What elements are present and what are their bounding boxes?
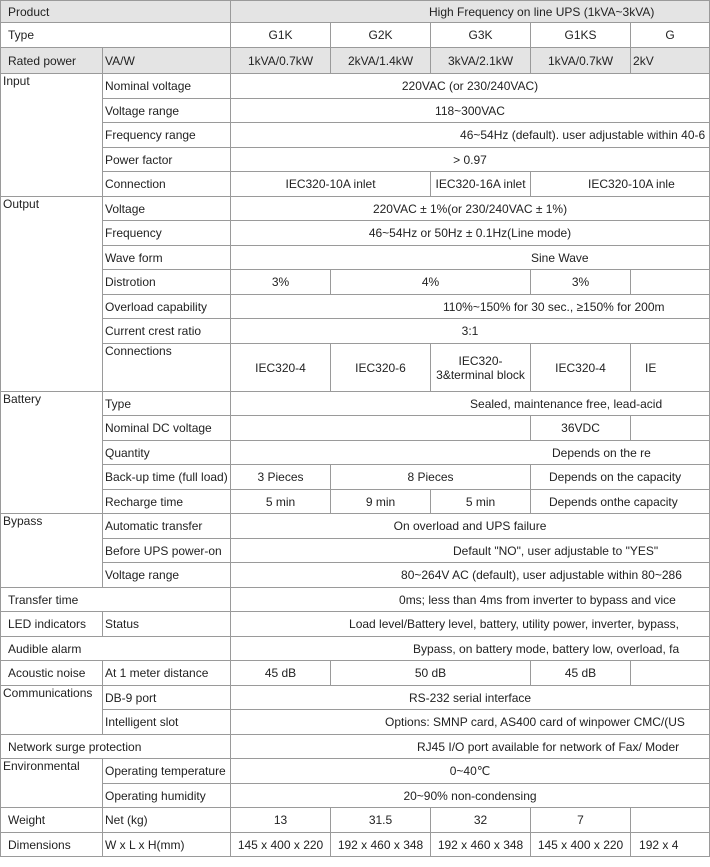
table-row	[1, 123, 710, 148]
table-row	[1, 197, 710, 221]
row-label: Connection	[103, 172, 231, 197]
environmental-section-label: Environmental	[1, 759, 103, 808]
table-row	[1, 784, 710, 808]
table-row	[1, 514, 710, 539]
table-cell: 32	[431, 808, 531, 833]
table-cell: IEC320-6	[331, 344, 431, 392]
table-cell: 46~54Hz or 50Hz ± 0.1Hz(Line mode)	[231, 221, 710, 246]
communications-section-label: Communications	[1, 686, 103, 735]
table-cell: Sine Wave	[231, 246, 710, 270]
table-cell: 80~264V AC (default), user adjustable within 80~286	[231, 563, 710, 588]
row-label: Transfer time	[1, 588, 231, 612]
table-cell: 46~54Hz (default). user adjustable within 40-6	[231, 123, 710, 148]
table-cell: Default "NO", user adjustable to "YES"	[231, 539, 710, 563]
table-row	[1, 392, 710, 416]
row-label: Quantity	[103, 441, 231, 465]
table-cell: 50 dB	[331, 661, 531, 686]
table-cell: Depends on the re	[231, 441, 710, 465]
table-row	[1, 661, 710, 686]
table-cell: IEC320-4	[231, 344, 331, 392]
row-label: Status	[103, 612, 231, 637]
table-row	[1, 148, 710, 172]
row-label: Nominal voltage	[103, 74, 231, 99]
table-row	[1, 295, 710, 319]
table-row	[1, 686, 710, 710]
table-cell: 2kV	[631, 48, 710, 74]
table-cell: 145 x 400 x 220	[531, 833, 631, 857]
row-label: Distrotion	[103, 270, 231, 295]
table-row	[1, 74, 710, 99]
row-label: Dimensions	[1, 833, 103, 857]
table-cell: Sealed, maintenance free, lead-acid	[231, 392, 710, 416]
row-label: Net (kg)	[103, 808, 231, 833]
table-cell: 20~90% non-condensing	[231, 784, 710, 808]
output-section-label: Output	[1, 197, 103, 392]
row-label: DB-9 port	[103, 686, 231, 710]
table-cell: 192 x 4	[631, 833, 710, 857]
row-label: Operating temperature	[103, 759, 231, 784]
table-cell: 192 x 460 x 348	[431, 833, 531, 857]
table-row	[1, 221, 710, 246]
table-row	[1, 588, 710, 612]
table-row	[1, 612, 710, 637]
cell-line: IEC320-	[458, 353, 503, 368]
input-section-label: Input	[1, 74, 103, 197]
row-label: LED indicators	[1, 612, 103, 637]
header-row	[1, 1, 710, 23]
model-g3k: G3K	[431, 23, 531, 48]
type-row	[1, 23, 710, 48]
table-cell: RJ45 I/O port available for network of Fax/ Moder	[231, 735, 710, 759]
table-cell: 0~40℃	[231, 759, 710, 784]
table-row	[1, 833, 710, 857]
table-cell	[631, 270, 710, 295]
row-label: Before UPS power-on	[103, 539, 231, 563]
model-g-partial: G	[631, 23, 710, 48]
row-label: Voltage	[103, 197, 231, 221]
table-cell: 45 dB	[531, 661, 631, 686]
table-cell: 1kVA/0.7kW	[231, 48, 331, 74]
table-cell: 110%~150% for 30 sec., ≥150% for 200m	[231, 295, 710, 319]
table-row	[1, 319, 710, 344]
row-label: Voltage range	[103, 99, 231, 123]
table-cell: 118~300VAC	[231, 99, 710, 123]
table-title: High Frequency on line UPS (1kVA~3kVA)	[231, 1, 710, 23]
row-label: Frequency	[103, 221, 231, 246]
bypass-section-label: Bypass	[1, 514, 103, 588]
table-row	[1, 441, 710, 465]
product-label: Product	[1, 1, 231, 23]
table-row	[1, 416, 710, 441]
table-cell: Load level/Battery level, battery, utility power, inverter, bypass,	[231, 612, 710, 637]
table-row	[1, 344, 710, 392]
table-row	[1, 172, 710, 197]
table-cell: 1kVA/0.7kW	[531, 48, 631, 74]
model-g1k: G1K	[231, 23, 331, 48]
row-label: Acoustic noise	[1, 661, 103, 686]
table-cell: 5 min	[231, 490, 331, 514]
row-label: Current crest ratio	[103, 319, 231, 344]
table-cell: IE	[631, 344, 710, 392]
table-cell: On overload and UPS failure	[231, 514, 710, 539]
table-cell: > 0.97	[231, 148, 710, 172]
row-label: Recharge time	[103, 490, 231, 514]
table-row	[1, 808, 710, 833]
table-row	[1, 270, 710, 295]
battery-section-label: Battery	[1, 392, 103, 514]
row-label: Connections	[103, 344, 231, 392]
row-label: Intelligent slot	[103, 710, 231, 735]
table-cell: 31.5	[331, 808, 431, 833]
table-cell	[231, 416, 531, 441]
table-cell: 9 min	[331, 490, 431, 514]
table-row	[1, 735, 710, 759]
row-label: Frequency range	[103, 123, 231, 148]
table-row	[1, 539, 710, 563]
table-cell: 3 Pieces	[231, 465, 331, 490]
table-cell: 220VAC (or 230/240VAC)	[231, 74, 710, 99]
table-row	[1, 759, 710, 784]
table-cell: Depends on the capacity	[531, 465, 710, 490]
table-cell: 2kVA/1.4kW	[331, 48, 431, 74]
rated-power-label: Rated power	[1, 48, 103, 74]
table-row	[1, 710, 710, 735]
row-label: Type	[103, 392, 231, 416]
table-cell: 145 x 400 x 220	[231, 833, 331, 857]
table-cell: 8 Pieces	[331, 465, 531, 490]
rated-power-row	[1, 48, 710, 74]
table-cell: 13	[231, 808, 331, 833]
row-label: Overload capability	[103, 295, 231, 319]
table-cell: IEC320-10A inle	[531, 172, 710, 197]
table-cell: 3:1	[231, 319, 710, 344]
table-row	[1, 490, 710, 514]
table-cell: IEC320-10A inlet	[231, 172, 431, 197]
table-cell	[631, 416, 710, 441]
table-row	[1, 246, 710, 270]
row-label: Voltage range	[103, 563, 231, 588]
row-label: Network surge protection	[1, 735, 231, 759]
table-cell: IEC320-4	[531, 344, 631, 392]
row-label: Operating humidity	[103, 784, 231, 808]
row-label: W x L x H(mm)	[103, 833, 231, 857]
table-cell: Depends onthe capacity	[531, 490, 710, 514]
table-cell	[631, 808, 710, 833]
model-g2k: G2K	[331, 23, 431, 48]
row-label: Back-up time (full load)	[103, 465, 231, 490]
table-cell: RS-232 serial interface	[231, 686, 710, 710]
table-cell	[431, 344, 531, 392]
table-cell: Bypass, on battery mode, battery low, overload, fa	[231, 637, 710, 661]
row-label: Nominal DC voltage	[103, 416, 231, 441]
table-cell: 7	[531, 808, 631, 833]
row-label: Automatic transfer	[103, 514, 231, 539]
table-cell: 0ms; less than 4ms from inverter to bypass and vice	[231, 588, 710, 612]
table-cell: 36VDC	[531, 416, 631, 441]
table-cell: 5 min	[431, 490, 531, 514]
table-cell: Options: SMNP card, AS400 card of winpower CMC/(US	[231, 710, 710, 735]
row-label: Power factor	[103, 148, 231, 172]
table-cell: 3%	[231, 270, 331, 295]
type-label: Type	[1, 23, 231, 48]
row-label: Wave form	[103, 246, 231, 270]
model-g1ks: G1KS	[531, 23, 631, 48]
table-cell	[631, 661, 710, 686]
table-cell: 3%	[531, 270, 631, 295]
cell-line: 3&terminal block	[436, 367, 525, 382]
table-row	[1, 99, 710, 123]
table-cell: 192 x 460 x 348	[331, 833, 431, 857]
table-row	[1, 465, 710, 490]
table-cell: IEC320-16A inlet	[431, 172, 531, 197]
row-label: Weight	[1, 808, 103, 833]
table-cell: 220VAC ± 1%(or 230/240VAC ± 1%)	[231, 197, 710, 221]
table-cell: 3kVA/2.1kW	[431, 48, 531, 74]
table-row	[1, 637, 710, 661]
rated-power-unit: VA/W	[103, 48, 231, 74]
table-cell: 45 dB	[231, 661, 331, 686]
table-cell: 4%	[331, 270, 531, 295]
row-label: Audible alarm	[1, 637, 231, 661]
table-row	[1, 563, 710, 588]
row-label: At 1 meter distance	[103, 661, 231, 686]
